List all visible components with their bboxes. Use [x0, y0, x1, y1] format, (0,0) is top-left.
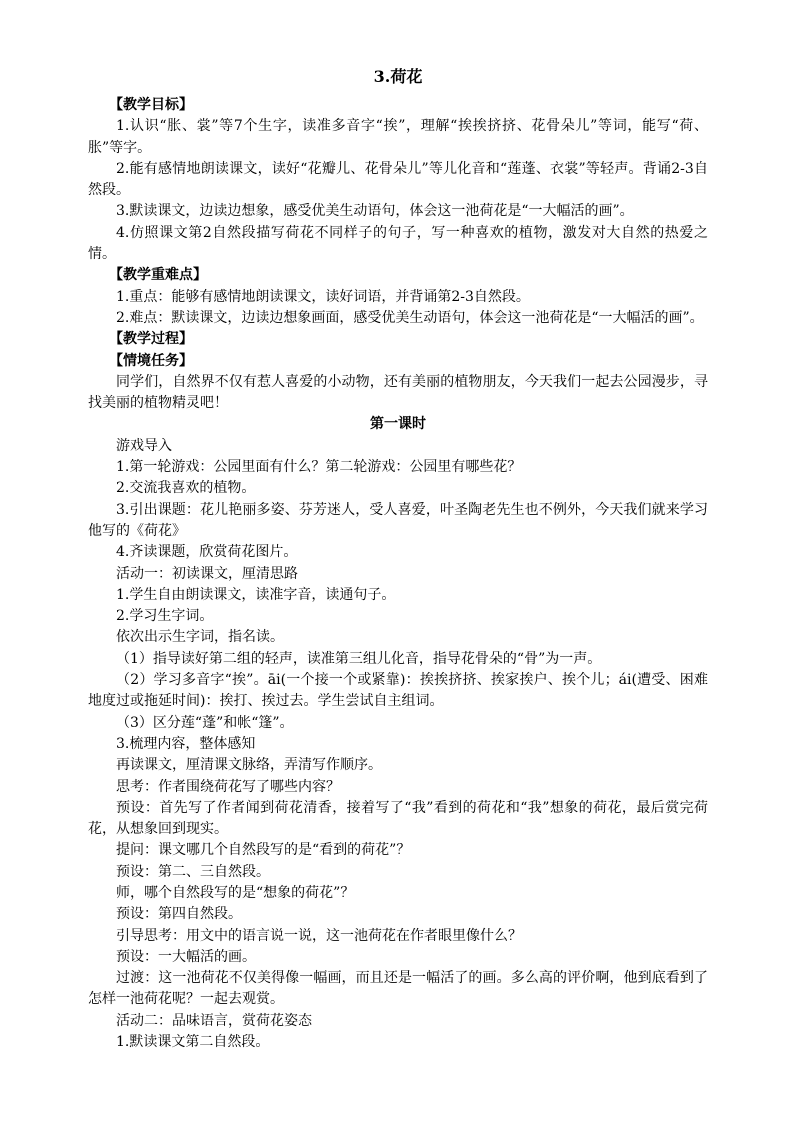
section-heading: 【情境任务】 [109, 352, 193, 369]
section-heading: 【教学目标】 [109, 97, 193, 113]
paragraph: 1.第一轮游戏：公园里面有什么？第二轮游戏：公园里有哪些花？ [116, 459, 522, 476]
paragraph: 预设：第二、三自然段。 [116, 863, 270, 880]
paragraph: 活动一：初读课文，厘清思路 [116, 565, 298, 582]
paragraph: 思考：作者围绕荷花写了哪些内容？ [116, 778, 340, 795]
paragraph: 预设：一大幅活的画。 [116, 948, 256, 965]
paragraph: 2.难点：默读课文，边读边想象画面，感受优美生动语句，体会这一池荷花是“一大幅活的画”。 [116, 309, 704, 326]
document-page [88, 66, 708, 1053]
paragraph: 提问：课文哪几个自然段写的是“看到的荷花”？ [116, 842, 411, 859]
paragraph: 1.默读课文第二自然段。 [116, 1034, 270, 1051]
paragraph: 同学们，自然界不仅有惹人喜爱的小动物，还有美丽的植物朋友，今天我们一起去公园漫步，寻找美丽的植物精灵吧！ [88, 373, 708, 412]
paragraph: （1）指导读好第二组的轻声，读准第三组儿化音，指导花骨朵的“骨”为一声。 [116, 650, 602, 667]
section-heading: 【教学过程】 [109, 331, 193, 348]
paragraph: 3.默读课文，边读边想象，感受优美生动语句，体会这一池荷花是“一大幅活的画”。 [116, 203, 634, 220]
paragraph: 预设：首先写了作者闻到荷花清香，接着写了“我”看到的荷花和“我”想象的荷花，最后赏完荷花，从想象回到现实。 [88, 799, 708, 838]
paragraph: 2.学习生字词。 [116, 608, 214, 625]
paragraph: 3.梳理内容，整体感知 [116, 735, 256, 752]
paragraph: 3.引出课题：花儿艳丽多姿、芬芳迷人，受人喜爱，叶圣陶老先生也不例外，今天我们就来学习他写的《荷花》 [88, 501, 708, 539]
paragraph: 引导思考：用文中的语言说一说，这一池荷花在作者眼里像什么？ [116, 927, 522, 944]
paragraph: 活动二：品味语言，赏荷花姿态 [116, 1012, 312, 1029]
paragraph: 1.学生自由朗读课文，读准字音，读通句子。 [116, 586, 396, 603]
paragraph: 依次出示生字词，指名读。 [116, 629, 284, 646]
paragraph: （2）学习多音字“挨”。āi(一个接一个或紧靠)：挨挨挤挤、挨家挨户、挨个儿；ái(遭受、困难地度过或拖延时间)：挨打、挨过去。学生尝试自主组词。 [88, 672, 708, 710]
paragraph: 2.能有感情地朗读课文，读好“花瓣儿、花骨朵儿”等儿化音和“莲蓬、衣裳”等轻声。背诵2-3自然段。 [88, 160, 708, 199]
paragraph: 再读课文，厘清课文脉络，弄清写作顺序。 [116, 757, 382, 774]
lesson-subtitle: 第一课时 [370, 416, 426, 433]
document-title: 3.荷花 [373, 67, 423, 86]
paragraph: 2.交流我喜欢的植物。 [116, 480, 256, 497]
paragraph: 4.齐读课题，欣赏荷花图片。 [116, 544, 298, 561]
document-body [88, 95, 708, 1053]
paragraph: 1.重点：能够有感情地朗读课文，读好词语，并背诵第2-3自然段。 [116, 288, 530, 305]
paragraph: 师，哪个自然段写的是“想象的荷花”？ [116, 884, 355, 901]
paragraph: 预设：第四自然段。 [116, 906, 242, 923]
paragraph: 游戏导入 [116, 437, 172, 454]
paragraph: 1.认识“胀、裳”等7个生字，读准多音字“挨”，理解“挨挨挤挤、花骨朵儿”等词，能写“荷、胀”等字。 [88, 118, 708, 156]
paragraph: 过渡：这一池荷花不仅美得像一幅画，而且还是一幅活了的画。多么高的评价啊，他到底看到了怎样一池荷花呢？一起去观赏。 [88, 970, 708, 1008]
section-heading: 【教学重难点】 [109, 267, 207, 284]
paragraph: 4.仿照课文第2自然段描写荷花不同样子的句子，写一种喜欢的植物，激发对大自然的热爱之情。 [88, 224, 708, 263]
paragraph: （3）区分莲“蓬”和帐“篷”。 [116, 714, 294, 731]
